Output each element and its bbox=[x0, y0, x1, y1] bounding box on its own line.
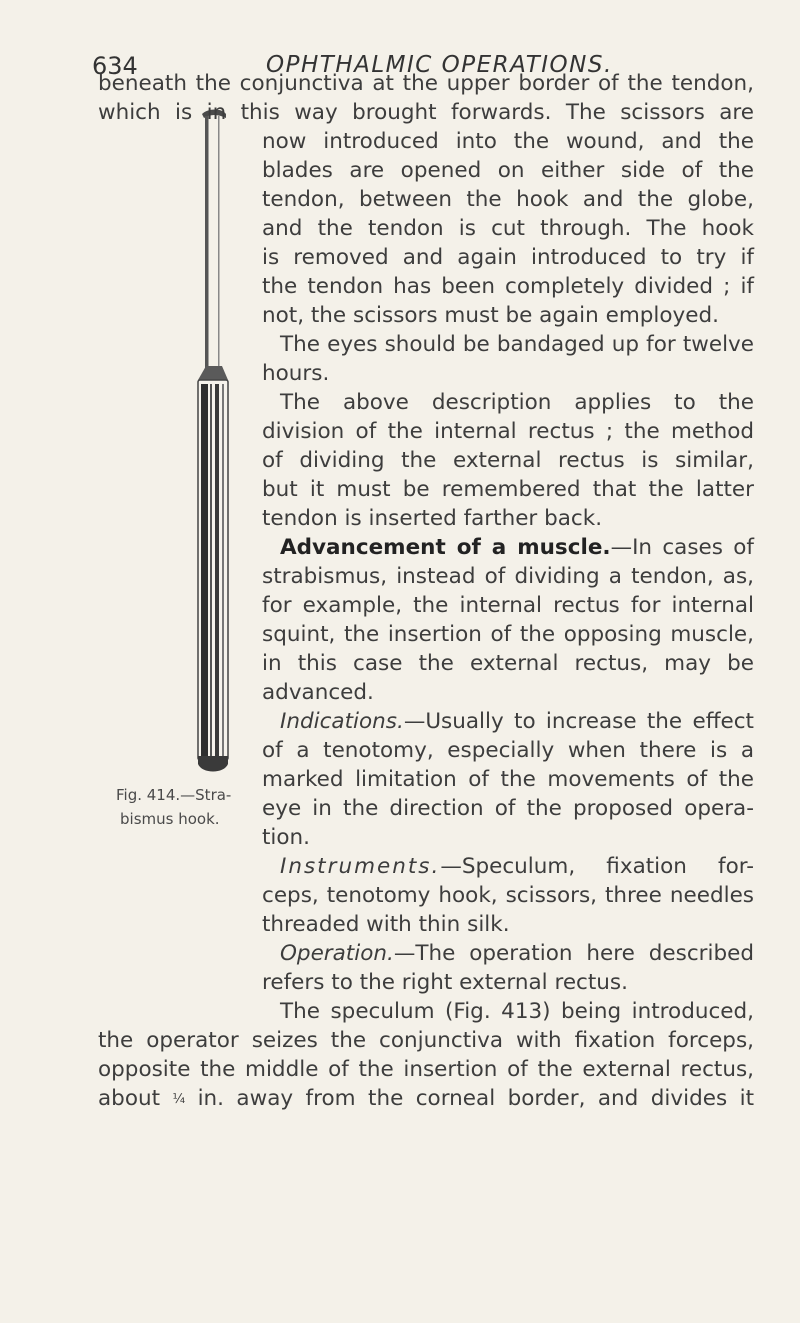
text-line: The speculum (Fig. 413) being introduced, bbox=[280, 999, 754, 1024]
text-line: but it must be remembered that the latter bbox=[262, 477, 754, 502]
fraction: ¼ bbox=[172, 1092, 186, 1107]
text-line: the operator seizes the conjunctiva with fixation forceps, bbox=[98, 1028, 754, 1053]
text-line: the tendon has been completely divided ; if bbox=[262, 274, 754, 299]
text-line: squint, the insertion of the opposing muscle, bbox=[262, 622, 754, 647]
text-line: is removed and again introduced to try if bbox=[262, 245, 754, 270]
text-line: not, the scissors must be again employed. bbox=[262, 303, 719, 328]
text-line: tendon is inserted farther back. bbox=[262, 506, 603, 531]
text-line: The eyes should be bandaged up for twelve bbox=[280, 332, 754, 357]
text-line: for example, the internal rectus for internal bbox=[262, 593, 754, 618]
text-span: in. away from the corneal border, and divides it bbox=[197, 1086, 754, 1111]
subheading-line bbox=[280, 856, 754, 878]
figure-caption-line-2: bismus hook. bbox=[120, 810, 220, 828]
strabismus-hook-illustration bbox=[188, 108, 238, 776]
text-line: eye in the direction of the proposed opera- bbox=[262, 796, 754, 821]
subheading: Indications. bbox=[280, 709, 404, 734]
text-line: beneath the conjunctiva at the upper border of the tendon, bbox=[98, 71, 754, 96]
text-line: and the tendon is cut through. The hook bbox=[262, 216, 754, 241]
text-line: advanced. bbox=[262, 680, 374, 705]
text-line: of dividing the external rectus is similar, bbox=[262, 448, 754, 473]
text-line: marked limitation of the movements of the bbox=[262, 767, 754, 792]
subheading: Operation. bbox=[280, 941, 394, 966]
text-span: about bbox=[98, 1086, 161, 1111]
text-line: hours. bbox=[262, 361, 330, 386]
text-span: —The operation here described bbox=[393, 941, 754, 966]
running-head: OPHTHALMIC OPERATIONS. bbox=[266, 52, 613, 78]
text-span: —In cases of bbox=[610, 535, 754, 560]
text-line: of a tenotomy, especially when there is a bbox=[262, 738, 754, 763]
text-line: strabismus, instead of dividing a tendon, as, bbox=[262, 564, 754, 589]
text-line: division of the internal rectus ; the method bbox=[262, 419, 754, 444]
text-line: refers to the right external rectus. bbox=[262, 970, 628, 995]
text-line bbox=[98, 1088, 754, 1110]
text-line: threaded with thin silk. bbox=[262, 912, 510, 937]
subheading-line bbox=[280, 711, 754, 733]
subheading-line bbox=[280, 943, 754, 965]
text-line: ceps, tenotomy hook, scissors, three needles bbox=[262, 883, 754, 908]
figure-caption-line-1: Fig. 414.—Stra- bbox=[116, 786, 232, 804]
text-line: which is in this way brought forwards. The scissors are bbox=[98, 100, 754, 125]
section-heading: Advancement of a muscle. bbox=[280, 535, 611, 560]
text-line: tion. bbox=[262, 825, 311, 850]
section-heading-line bbox=[280, 537, 754, 559]
text-line: opposite the middle of the insertion of the external rectus, bbox=[98, 1057, 754, 1082]
text-line: in this case the external rectus, may be bbox=[262, 651, 754, 676]
text-line: now introduced into the wound, and the bbox=[262, 129, 754, 154]
text-span: —Usually to increase the effect bbox=[403, 709, 754, 734]
text-line: The above description applies to the bbox=[280, 390, 754, 415]
text-line: blades are opened on either side of the bbox=[262, 158, 754, 183]
subheading: Instruments. bbox=[280, 854, 441, 879]
text-span: —Speculum, fixation for- bbox=[440, 854, 754, 879]
page-number: 634 bbox=[92, 52, 138, 80]
text-line: tendon, between the hook and the globe, bbox=[262, 187, 754, 212]
